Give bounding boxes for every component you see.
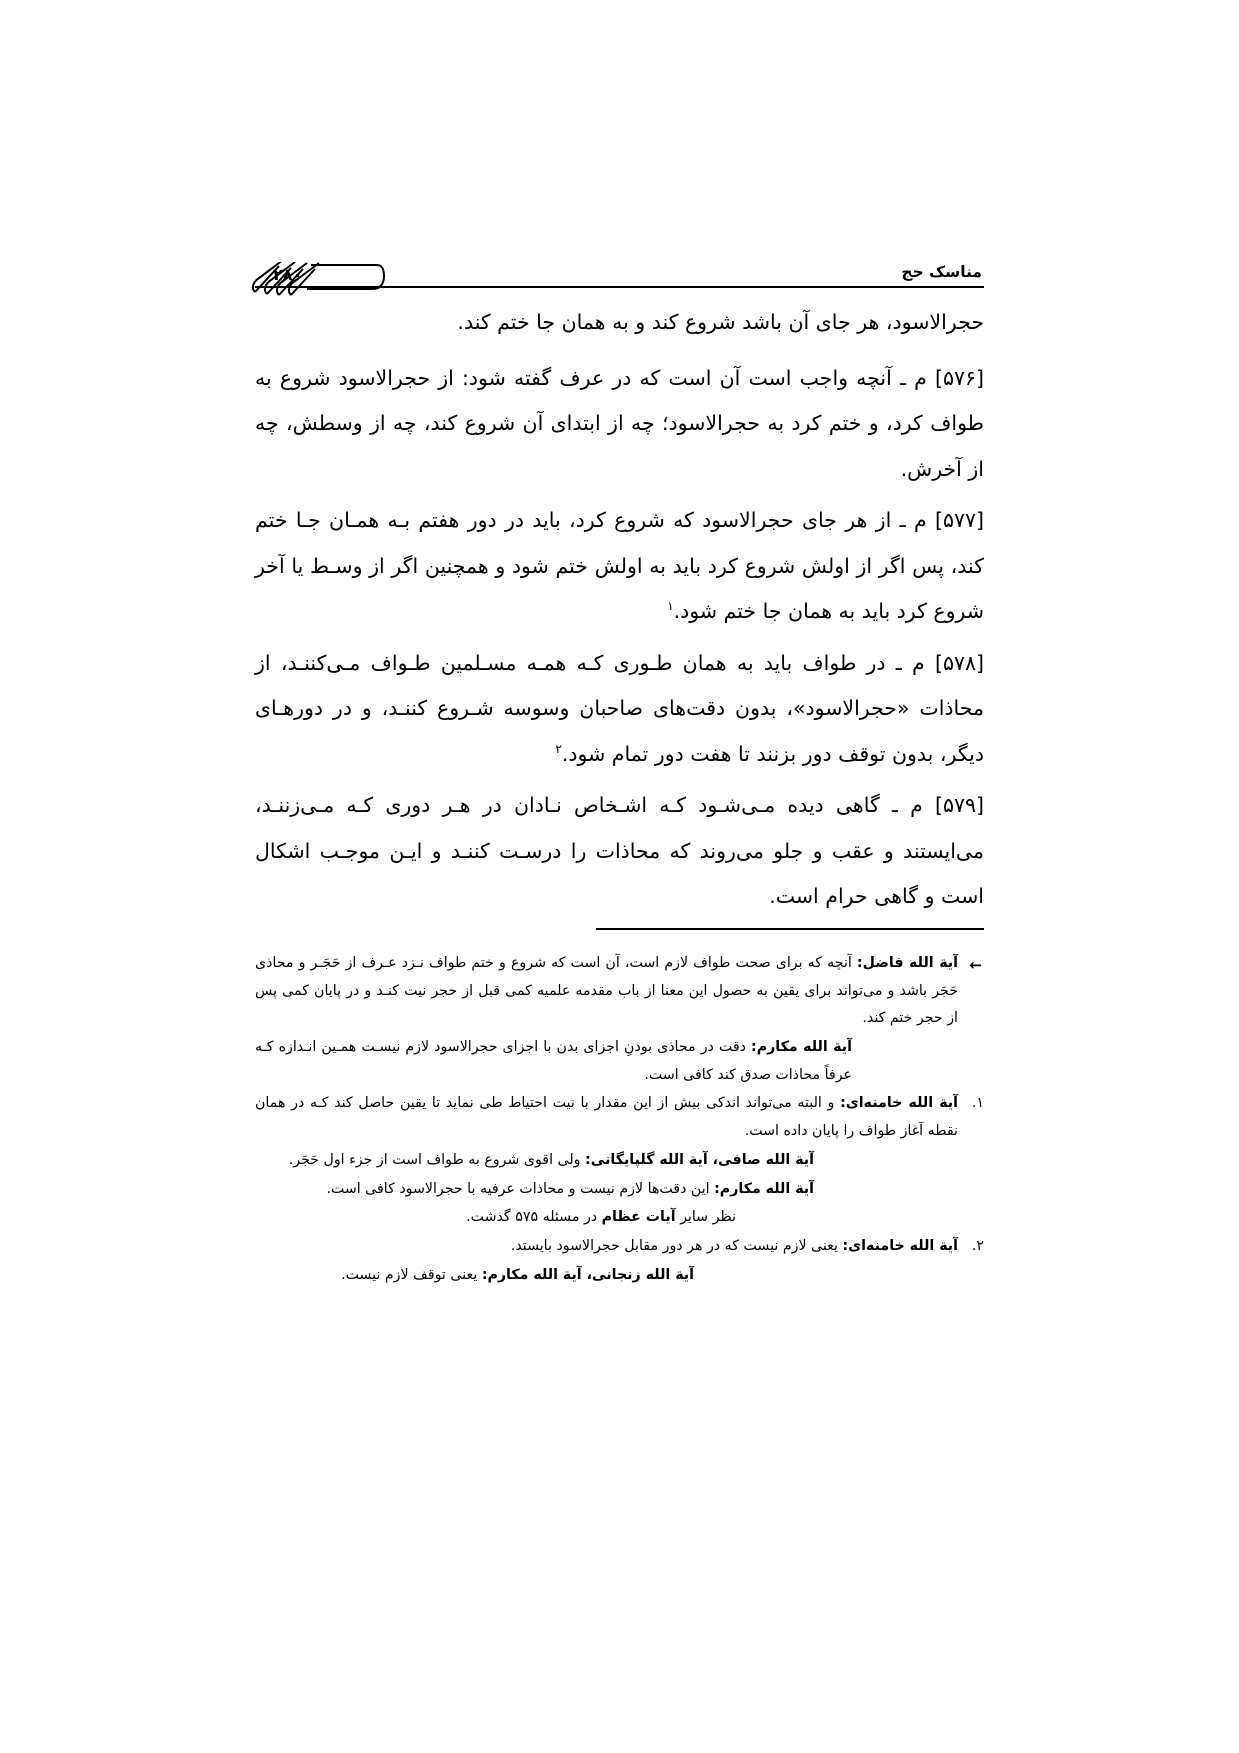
footnote-makarem-2 (255, 1176, 984, 1204)
body-text (255, 300, 984, 926)
footnote-text: ولی اقوی شروع به طواف است از جزء اول حَجَر. (288, 1151, 586, 1168)
footnote-fazel (255, 950, 984, 1033)
footnote-authority: آيات عظام (601, 1209, 676, 1226)
footnote-authority: آية الله صافی، آية الله گلپايگانی: (585, 1151, 814, 1168)
paragraph-m578 (255, 641, 984, 778)
footnote-text: یعنی لازم نیست که در هر دور مقابل حجرالاسود بایستد. (510, 1237, 843, 1254)
footnote-safi-golpayegani (255, 1147, 984, 1175)
footnote-marker: ۲. (971, 1237, 984, 1254)
footnote-text: این دقت‌ها لازم نیست و محاذات عرفیه با حجرالاسود کافی است. (326, 1180, 715, 1197)
footnote-1-khamenei (255, 1090, 984, 1145)
footnote-marker: ۱. (971, 1095, 984, 1112)
running-title: مناسک حج (901, 262, 982, 281)
footnote-lead-in: نظر سایر (675, 1209, 736, 1226)
paragraph-continuation: حجرالاسود، هر جای آن باشد شروع کند و به همان جا ختم کند. (457, 310, 984, 334)
paragraph-m577 (255, 498, 984, 635)
footnote-authority: آية الله مكارم: (751, 1039, 852, 1056)
footnote-2-khamenei (255, 1233, 984, 1261)
footnote-ref-2[interactable]: ۲ (555, 741, 562, 756)
footnote-text: و البته می‌تواند اندکی بیش از این مقدار با نیت احتیاط طی نماید تا یقین حاصل کند کـه در همان نقطه آغاز طواف را پایان داده است. (255, 1095, 958, 1140)
footnote-separator (596, 928, 984, 930)
footnote-text: در مسئله ۵۷۵ گذشت. (466, 1209, 602, 1226)
footnote-text: یعنی توقف لازم نیست. (341, 1266, 482, 1283)
footnote-text: آنچه که برای صحت طواف لازم است، آن است که شروع و ختم طواف نـزد عـرف از حَجَـر و محاذی حَجَر باشد و می‌تواند برای یقین به حصول این معنا از باب مقدمه علمیه کمی قبل از حجر نیت کنـد و در پایان کمی پس از حجر ختم کند. (255, 955, 958, 1027)
folio-ornament (249, 262, 385, 296)
footnote-authority: آية الله مكارم: (714, 1180, 814, 1197)
footnote-ref-1[interactable]: ۱ (667, 599, 674, 614)
paragraph-m579: [۵۷۹] م ـ گاهی دیده مـی‌شـود کـه اشـخاص نـادان در هـر دوری کـه مـی‌زننـد، می‌ایستند و عقب و جلو می‌روند که محاذات را درسـت کننـد و ایـن موجـب اشکال است و گاهی حرام است. (255, 793, 984, 908)
footnote-authority: آية الله زنجانی، آية الله مكارم: (481, 1266, 694, 1283)
footnote-authority: آية الله خامنه‌ای: (842, 1237, 958, 1254)
footnote-makarem-1 (255, 1034, 984, 1089)
paragraph-m577-text: [۵۷۷] م ـ از هر جای حجرالاسود که شروع کرد، باید در دور هفتم بـه همـان جـا ختم کند، پس اگر از اولش شروع کرد باید به اولش ختم شود و همچنین اگر از وسـط یا آخر شروع کرد باید به همان جا ختم شود. (255, 508, 984, 623)
page-header (255, 248, 984, 290)
footnote-authority: آية الله فاضل: (856, 955, 958, 971)
footnote-block (255, 950, 984, 1290)
footnote-zanjani-makarem (255, 1262, 984, 1290)
footnote-ayat-ezam (255, 1204, 984, 1232)
paragraph-m578-text: [۵۷۸] م ـ در طواف باید به همان طـوری کـه همـه مسـلمین طـواف مـی‌کننـد، از محاذات «حجرالاسود»، بدون دقت‌های صاحبان وسوسه شـروع کننـد، و در دورهـای دیگر، بدون توقف دور بزنند تا هفت دور تمام شود. (255, 650, 984, 766)
footnote-authority: آية الله خامنه‌ای: (840, 1095, 958, 1112)
paragraph-m576: [۵۷۶] م ـ آنچه واجب است آن است که در عرف گفته شود: از حجرالاسود شروع به طواف کرد، و ختم کرد به حجرالاسود؛ چه از ابتدای آن شروع کند، چه از وسطش، چه از آخرش. (255, 365, 984, 481)
page-number: ۲۸۰ (273, 265, 303, 284)
footnote-text: دقت در محاذی بودنِ اجزای بدن با اجزای حجرالاسود لازم نیسـت همـین انـدازه کـه عرفاً محاذات صدق کند کافی است. (255, 1039, 852, 1083)
folio-swash-icon (249, 262, 385, 296)
